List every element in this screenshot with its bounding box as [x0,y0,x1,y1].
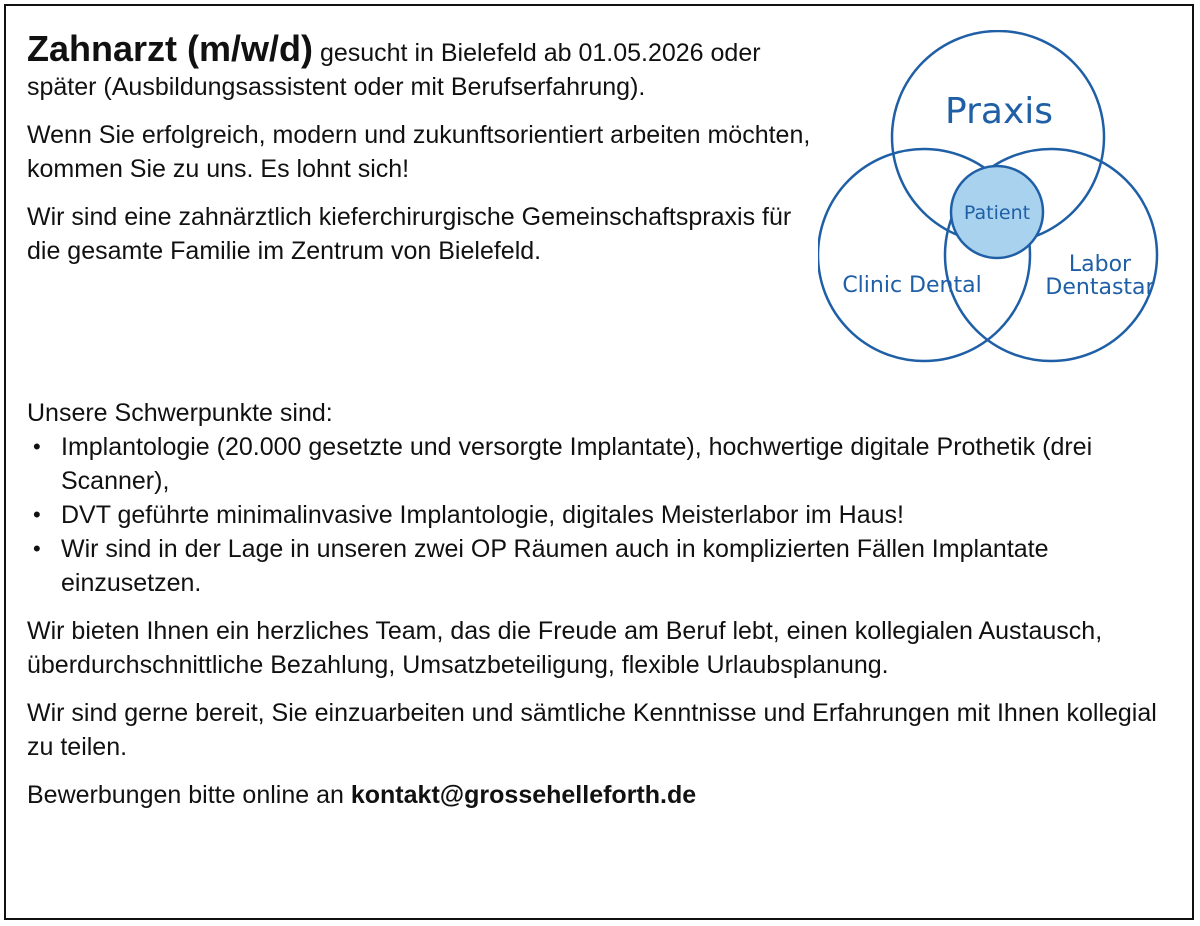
job-title: Zahnarzt (m/w/d) [27,28,313,69]
intro-paragraph-2: Wir sind eine zahnärztlich kieferchirurgische Gemeinschaftspraxis für die gesamte Familie im Zentrum von Bielefeld. [27,203,792,265]
body-block [27,396,1167,812]
list-item-text: Wir sind in der Lage in unseren zwei OP Räumen auch in komplizierten Fällen Implantate einzusetzen. [61,535,1049,597]
diagram-label-patient: Patient [963,202,1031,224]
diagram-label-labor: Labor [1068,252,1132,277]
contact-line [27,778,1167,812]
list-item-text: DVT geführte minimalinvasive Implantologie, digitales Meisterlabor im Haus! [61,501,904,529]
list-item [27,430,1167,498]
venn-diagram [818,30,1168,375]
training-paragraph: Wir sind gerne bereit, Sie einzuarbeiten und sämtliche Kenntnisse und Erfahrungen mit Ihnen kollegial zu teilen. [27,699,1157,761]
bullet-icon: • [33,502,41,527]
list-item [27,498,1167,532]
bullet-icon: • [33,536,41,561]
focus-list [27,430,1167,600]
list-item [27,532,1167,600]
intro-block [27,28,817,268]
contact-email-link[interactable]: kontakt@grossehelleforth.de [350,781,697,809]
offer-paragraph: Wir bieten Ihnen ein herzliches Team, das die Freude am Beruf lebt, einen kollegialen Austausch, überdurchschnittliche Bezahlung, Umsatzbeteiligung, flexible Urlaubsplanung. [27,617,1103,679]
focus-heading: Unsere Schwerpunkte sind: [27,399,333,427]
bullet-icon: • [33,434,41,459]
intro-paragraph-1: Wenn Sie erfolgreich, modern und zukunftsorientiert arbeiten möchten, kommen Sie zu uns. Es lohnt sich! [27,121,811,183]
diagram-label-praxis: Praxis [945,91,1053,132]
contact-text: Bewerbungen bitte online an [27,781,351,809]
diagram-label-dentastar: Dentastar [1045,275,1155,300]
headline-text: gesucht in Bielefeld ab 01.05.2026 oder später (Ausbildungsassistent oder mit Berufserfahrung). [27,39,761,101]
diagram-label-clinic-dental: Clinic Dental [842,273,982,298]
headline [27,28,817,104]
list-item-text: Implantologie (20.000 gesetzte und versorgte Implantate), hochwertige digitale Prothetik (drei Scanner), [61,433,1093,495]
